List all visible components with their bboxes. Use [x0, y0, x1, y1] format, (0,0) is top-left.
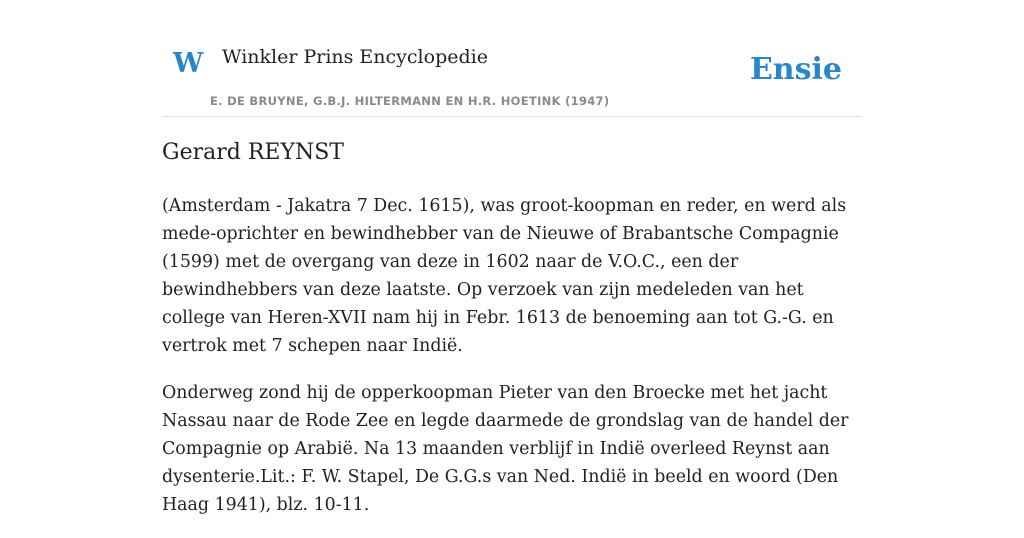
article-paragraph: (Amsterdam - Jakatra 7 Dec. 1615), was groot-koopman en reder, en werd als mede-oprichter en bewindhebber van de Nieuwe of Brabantsche Compagnie (1599) met de overgang van deze in 1602 naar de V.O.C., een der bewindhebbers van deze laatste. Op verzoek van zijn medeleden van het college van Heren-XVII nam hij in Febr. 1613 de benoeming aan tot G.-G. en vertrok met 7 schepen naar Indië. [162, 196, 847, 356]
source-title[interactable]: Winkler Prins Encyclopedie [222, 46, 488, 68]
ensie-logo[interactable]: Ensie [749, 52, 842, 87]
article-title: Gerard REYNST [162, 140, 344, 165]
article-body [162, 192, 867, 538]
source-authors: E. DE BRUYNE, G.B.J. HILTERMANN EN H.R. HOETINK (1947) [210, 94, 610, 108]
winkler-prins-logo[interactable]: W [173, 48, 204, 79]
source-header [162, 0, 862, 117]
article-page [162, 0, 862, 515]
article-paragraph: Onderweg zond hij de opperkoopman Pieter van den Broecke met het jacht Nassau naar de Rode Zee en legde daarmede de grondslag van de handel der Compagnie op Arabië. Na 13 maanden verblijf in Indië overleed Reynst aan dysenterie.Lit.: F. W. Stapel, De G.G.s van Ned. Indië in beeld en woord (Den Haag 1941), blz. 10-11. [162, 383, 849, 515]
